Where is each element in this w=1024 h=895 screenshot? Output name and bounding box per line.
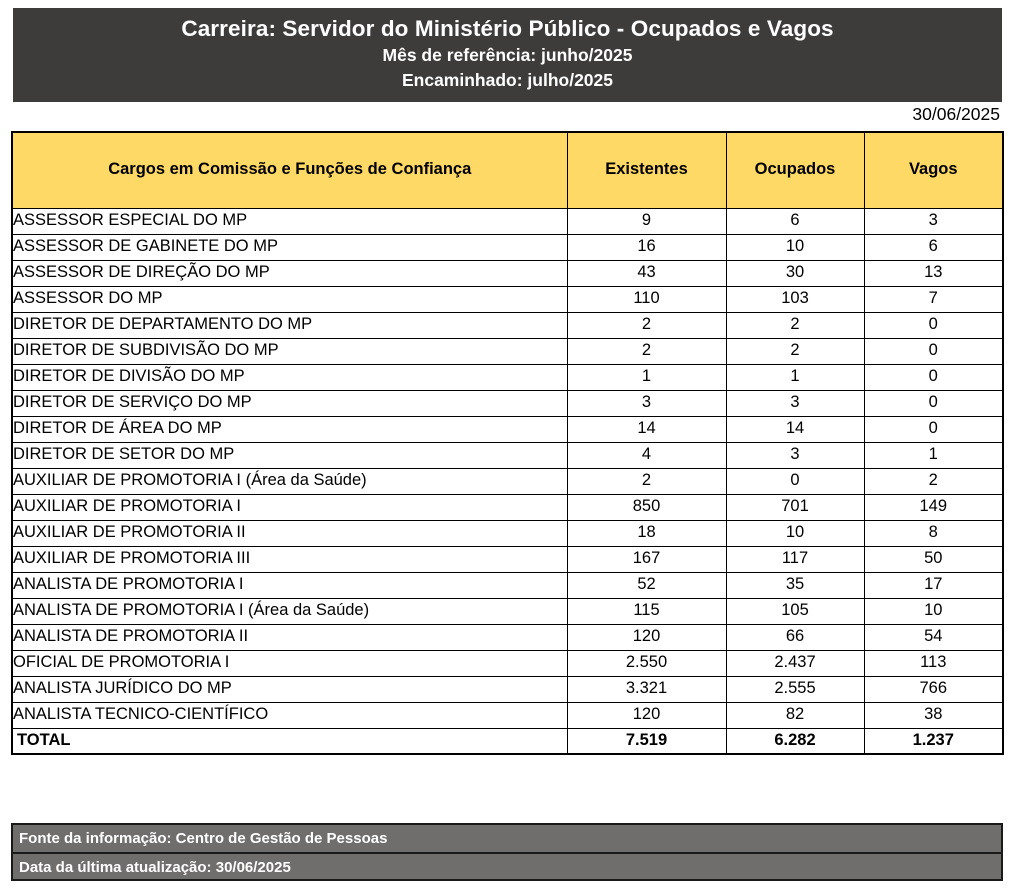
cell-existentes: 9 — [567, 208, 726, 234]
table-row — [12, 572, 1003, 598]
cell-cargo: DIRETOR DE SUBDIVISÃO DO MP — [12, 338, 567, 364]
cell-cargo: ANALISTA JURÍDICO DO MP — [12, 676, 567, 702]
footer-last-updated: Data da última atualização: 30/06/2025 — [13, 852, 1001, 879]
table-row — [12, 650, 1003, 676]
cell-vagos: 38 — [864, 702, 1003, 728]
cell-cargo: DIRETOR DE SETOR DO MP — [12, 442, 567, 468]
cell-ocupados: 6 — [726, 208, 864, 234]
cell-existentes: 850 — [567, 494, 726, 520]
cell-ocupados: 35 — [726, 572, 864, 598]
table-row — [12, 702, 1003, 728]
cell-vagos: 13 — [864, 260, 1003, 286]
cell-cargo: OFICIAL DE PROMOTORIA I — [12, 650, 567, 676]
table-body — [12, 208, 1003, 754]
reference-date: 30/06/2025 — [912, 104, 1000, 124]
column-header-vagos: Vagos — [864, 132, 1003, 208]
table-row — [12, 364, 1003, 390]
cell-cargo: DIRETOR DE DIVISÃO DO MP — [12, 364, 567, 390]
cell-existentes: 2.550 — [567, 650, 726, 676]
cell-existentes: 115 — [567, 598, 726, 624]
cell-vagos: 8 — [864, 520, 1003, 546]
table-row — [12, 442, 1003, 468]
cell-ocupados: 117 — [726, 546, 864, 572]
table-row — [12, 416, 1003, 442]
column-header-existentes: Existentes — [567, 132, 726, 208]
table-header — [12, 132, 1003, 208]
footer-source: Fonte da informação: Centro de Gestão de Pessoas — [13, 825, 1001, 852]
cell-ocupados: 103 — [726, 286, 864, 312]
cell-existentes: 2 — [567, 312, 726, 338]
cell-cargo: AUXILIAR DE PROMOTORIA I (Área da Saúde) — [12, 468, 567, 494]
table-row — [12, 546, 1003, 572]
cell-cargo: DIRETOR DE ÁREA DO MP — [12, 416, 567, 442]
reference-month: Mês de referência: junho/2025 — [382, 45, 633, 66]
cell-existentes: 3.321 — [567, 676, 726, 702]
table-row — [12, 624, 1003, 650]
cell-vagos: 54 — [864, 624, 1003, 650]
cell-ocupados: 30 — [726, 260, 864, 286]
cell-cargo: ANALISTA TECNICO-CIENTÍFICO — [12, 702, 567, 728]
cell-cargo: TOTAL — [12, 728, 567, 754]
cell-vagos: 0 — [864, 312, 1003, 338]
table-row — [12, 390, 1003, 416]
cell-cargo: DIRETOR DE SERVIÇO DO MP — [12, 390, 567, 416]
table-row — [12, 468, 1003, 494]
table-row — [12, 286, 1003, 312]
cell-existentes: 120 — [567, 624, 726, 650]
table-row — [12, 260, 1003, 286]
cell-vagos: 1 — [864, 442, 1003, 468]
cell-vagos: 0 — [864, 338, 1003, 364]
cell-existentes: 1 — [567, 364, 726, 390]
cell-cargo: ASSESSOR DE DIREÇÃO DO MP — [12, 260, 567, 286]
table-row — [12, 676, 1003, 702]
cell-cargo: ANALISTA DE PROMOTORIA I (Área da Saúde) — [12, 598, 567, 624]
cell-cargo: ANALISTA DE PROMOTORIA II — [12, 624, 567, 650]
table-row — [12, 312, 1003, 338]
cell-existentes: 120 — [567, 702, 726, 728]
cell-vagos: 10 — [864, 598, 1003, 624]
cell-vagos: 17 — [864, 572, 1003, 598]
cell-cargo: ASSESSOR ESPECIAL DO MP — [12, 208, 567, 234]
cell-vagos: 0 — [864, 416, 1003, 442]
table-row — [12, 208, 1003, 234]
cell-existentes: 18 — [567, 520, 726, 546]
cell-ocupados: 105 — [726, 598, 864, 624]
cell-existentes: 167 — [567, 546, 726, 572]
submission-month: Encaminhado: julho/2025 — [401, 70, 614, 91]
cell-vagos: 113 — [864, 650, 1003, 676]
table-row — [12, 520, 1003, 546]
cell-cargo: AUXILIAR DE PROMOTORIA II — [12, 520, 567, 546]
column-header-cargo: Cargos em Comissão e Funções de Confiança — [12, 132, 567, 208]
cell-ocupados: 1 — [726, 364, 864, 390]
cell-ocupados: 2.555 — [726, 676, 864, 702]
cell-cargo: ANALISTA DE PROMOTORIA I — [12, 572, 567, 598]
cell-ocupados: 2 — [726, 312, 864, 338]
cell-existentes: 43 — [567, 260, 726, 286]
cell-existentes: 110 — [567, 286, 726, 312]
cell-ocupados: 82 — [726, 702, 864, 728]
cell-vagos: 3 — [864, 208, 1003, 234]
table-row — [12, 338, 1003, 364]
cell-vagos: 2 — [864, 468, 1003, 494]
cell-existentes: 2 — [567, 468, 726, 494]
cell-vagos: 766 — [864, 676, 1003, 702]
table-row — [12, 234, 1003, 260]
cell-cargo: ASSESSOR DE GABINETE DO MP — [12, 234, 567, 260]
cell-ocupados: 3 — [726, 442, 864, 468]
positions-table — [11, 131, 1004, 755]
cell-vagos: 0 — [864, 390, 1003, 416]
cell-vagos: 149 — [864, 494, 1003, 520]
cell-vagos: 6 — [864, 234, 1003, 260]
cell-vagos: 50 — [864, 546, 1003, 572]
cell-ocupados: 10 — [726, 520, 864, 546]
cell-existentes: 52 — [567, 572, 726, 598]
table-header-row — [12, 132, 1003, 208]
cell-ocupados: 66 — [726, 624, 864, 650]
cell-existentes: 4 — [567, 442, 726, 468]
cell-existentes: 3 — [567, 390, 726, 416]
cell-cargo: ASSESSOR DO MP — [12, 286, 567, 312]
cell-existentes: 2 — [567, 338, 726, 364]
cell-existentes: 14 — [567, 416, 726, 442]
cell-existentes: 7.519 — [567, 728, 726, 754]
cell-cargo: AUXILIAR DE PROMOTORIA I — [12, 494, 567, 520]
cell-ocupados: 14 — [726, 416, 864, 442]
footer-notes — [11, 823, 1003, 881]
cell-ocupados: 701 — [726, 494, 864, 520]
cell-ocupados: 6.282 — [726, 728, 864, 754]
cell-ocupados: 0 — [726, 468, 864, 494]
cell-vagos: 1.237 — [864, 728, 1003, 754]
title-banner — [13, 8, 1002, 102]
cell-ocupados: 2.437 — [726, 650, 864, 676]
report-title: Carreira: Servidor do Ministério Público - Ocupados e Vagos — [181, 15, 834, 41]
cell-vagos: 7 — [864, 286, 1003, 312]
table-total-row — [12, 728, 1003, 754]
column-header-ocupados: Ocupados — [726, 132, 864, 208]
table-container — [11, 131, 1002, 755]
table-row — [12, 494, 1003, 520]
cell-vagos: 0 — [864, 364, 1003, 390]
cell-ocupados: 3 — [726, 390, 864, 416]
table-row — [12, 598, 1003, 624]
cell-cargo: DIRETOR DE DEPARTAMENTO DO MP — [12, 312, 567, 338]
cell-cargo: AUXILIAR DE PROMOTORIA III — [12, 546, 567, 572]
cell-ocupados: 2 — [726, 338, 864, 364]
cell-existentes: 16 — [567, 234, 726, 260]
cell-ocupados: 10 — [726, 234, 864, 260]
